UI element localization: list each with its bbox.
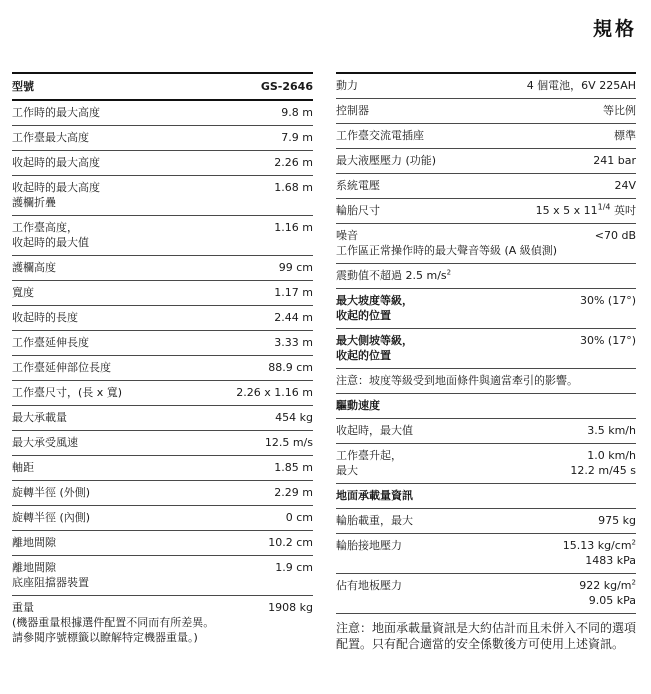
spec-row xyxy=(12,456,313,481)
spec-label: 系統電壓 xyxy=(336,179,380,192)
spec-label: 佔有地板壓力 xyxy=(336,579,402,592)
spec-label xyxy=(12,220,268,250)
spec-value: 1.17 m xyxy=(274,286,313,299)
spec-label-line: 工作區正常操作時的最大聲音等級 (A 級偵測) xyxy=(336,244,558,257)
spec-value: 99 cm xyxy=(278,261,313,274)
spec-label: 工作臺延伸部位長度 xyxy=(12,361,111,374)
spec-value: 3.5 km/h xyxy=(587,424,636,437)
spec-label: 工作臺延伸長度 xyxy=(12,336,89,349)
weight-note-line: 請參閱序號標籤以瞭解特定機器重量。) xyxy=(12,631,198,644)
contact-pressure-row xyxy=(336,534,636,574)
spec-label: 工作臺交流電插座 xyxy=(336,129,424,142)
spec-label: 工作臺尺寸，(長 x 寬) xyxy=(12,386,123,399)
spec-row xyxy=(12,381,313,406)
spec-value-line: 1.0 km/h xyxy=(587,449,636,462)
spec-row xyxy=(12,256,313,281)
spec-value: <70 dB xyxy=(594,229,636,242)
page-title: 規格 xyxy=(592,18,637,40)
spec-label-line: 工作臺升起， xyxy=(336,449,402,462)
model-value: GS-2646 xyxy=(260,80,313,93)
tire-size-row xyxy=(336,199,636,224)
vibration-sup: 2 xyxy=(446,268,452,277)
spec-label: 工作時的最大高度 xyxy=(12,106,100,119)
section-heading: 驅動速度 xyxy=(336,399,380,412)
spec-label: 輪胎尺寸 xyxy=(336,204,380,217)
spec-label: 旋轉半徑 (內側) xyxy=(12,511,91,524)
spec-label-line: 最大 xyxy=(336,464,358,477)
spec-value xyxy=(573,578,636,608)
power-row xyxy=(336,72,636,99)
pressure-main: 922 kg/m xyxy=(579,579,632,592)
spec-value: 88.9 cm xyxy=(268,361,313,374)
spec-value xyxy=(530,203,636,218)
spec-label xyxy=(336,228,589,258)
floor-loading-header xyxy=(336,484,636,509)
spec-label: 收起時的長度 xyxy=(12,311,78,324)
spec-row xyxy=(12,531,313,556)
pressure-main: 15.13 kg/cm xyxy=(562,539,632,552)
weight-label xyxy=(12,600,262,645)
tire-size-main: 15 x 5 x 11 xyxy=(535,204,598,217)
spec-label-line: 噪音 xyxy=(336,229,358,242)
spec-row xyxy=(12,431,313,456)
spec-label xyxy=(336,448,564,478)
spec-label: 收起時，最大值 xyxy=(336,424,413,437)
spec-label-line: 最大側坡等級， xyxy=(336,334,413,347)
spec-value: 4 個電池，6V 225AH xyxy=(526,79,636,92)
spec-value xyxy=(557,538,636,568)
pressure-sup: 2 xyxy=(631,538,636,547)
spec-label-line: 底座阻擋器裝置 xyxy=(12,576,89,589)
spec-label: 收起時的最大高度 xyxy=(12,156,100,169)
spec-row xyxy=(12,101,313,126)
spec-label: 控制器 xyxy=(336,104,369,117)
floor-loading-note: 注意：地面承載量資訊是大約估計而且未併入不同的選項配置。只有配合適當的安全係數後方可使用上述資訊。 xyxy=(336,621,637,651)
spec-label xyxy=(336,268,636,283)
spec-value: 等比例 xyxy=(603,104,636,117)
spec-value: 30% (17°) xyxy=(579,294,636,307)
pressure-sup: 2 xyxy=(631,578,636,587)
spec-value: 10.2 cm xyxy=(268,536,313,549)
spec-value-line: 1483 kPa xyxy=(585,554,636,567)
right-spec-table xyxy=(336,72,636,652)
noise-row xyxy=(336,224,636,264)
spec-label: 輪胎接地壓力 xyxy=(336,539,402,552)
tire-size-fraction: 1/4 xyxy=(597,202,611,212)
section-heading: 地面承載量資訊 xyxy=(336,489,413,502)
spec-value: 2.26 m xyxy=(274,156,313,169)
weight-value: 1908 kg xyxy=(268,601,313,614)
spec-value: 2.26 x 1.16 m xyxy=(236,386,313,399)
spec-value xyxy=(564,448,636,478)
spec-label: 輪胎載重，最大 xyxy=(336,514,413,527)
stowed-speed-row xyxy=(336,419,636,444)
spec-label: 最大承受風速 xyxy=(12,436,78,449)
spec-row xyxy=(12,406,313,431)
spec-row xyxy=(12,356,313,381)
spec-label: 動力 xyxy=(336,79,358,92)
weight-label-line: 重量 xyxy=(12,601,34,614)
spec-row xyxy=(12,281,313,306)
spec-label-line: 工作臺高度， xyxy=(12,221,78,234)
spec-label-line: 收起時的最大值 xyxy=(12,236,89,249)
spec-label: 寬度 xyxy=(12,286,34,299)
weight-row xyxy=(12,596,313,650)
weight-note-line: (機器重量根據選件配置不同而有所差異。 xyxy=(12,616,215,629)
spec-label xyxy=(336,293,574,323)
side-slope-row xyxy=(336,329,636,369)
spec-value-line xyxy=(579,578,636,593)
spec-value: 2.44 m xyxy=(274,311,313,324)
spec-value: 1.16 m xyxy=(274,221,313,234)
controls-row xyxy=(336,99,636,124)
spec-value-line: 9.05 kPa xyxy=(588,594,636,607)
spec-value: 30% (17°) xyxy=(579,334,636,347)
ac-outlet-row xyxy=(336,124,636,149)
spec-label: 工作臺最大高度 xyxy=(12,131,89,144)
spec-value: 454 kg xyxy=(275,411,313,424)
tire-load-row xyxy=(336,509,636,534)
spec-label-line: 離地間隙 xyxy=(12,561,56,574)
spec-value: 1.85 m xyxy=(274,461,313,474)
spec-row xyxy=(12,556,313,596)
spec-value-line xyxy=(563,538,636,553)
raised-speed-row xyxy=(336,444,636,484)
tire-size-unit: 英吋 xyxy=(610,204,636,217)
spec-row xyxy=(12,216,313,256)
spec-value: 12.5 m/s xyxy=(264,436,313,449)
spec-row xyxy=(12,481,313,506)
spec-label: 最大液壓壓力 (功能) xyxy=(336,154,437,167)
spec-label: 離地間隙 xyxy=(12,536,56,549)
spec-value: 241 bar xyxy=(593,154,636,167)
spec-label: 護欄高度 xyxy=(12,261,56,274)
spec-row xyxy=(12,506,313,531)
vibration-text: 震動值不超過 2.5 m/s xyxy=(336,269,447,282)
spec-row xyxy=(12,126,313,151)
spec-label xyxy=(12,180,268,210)
spec-value: 24V xyxy=(614,179,636,192)
spec-value: 0 cm xyxy=(285,511,313,524)
spec-value: 9.8 m xyxy=(281,106,313,119)
model-header-row xyxy=(12,72,313,101)
spec-label-line: 收起時的最大高度 xyxy=(12,181,100,194)
spec-label: 最大承載量 xyxy=(12,411,67,424)
spec-label-line: 收起的位置 xyxy=(336,349,391,362)
voltage-row xyxy=(336,174,636,199)
spec-label-line: 收起的位置 xyxy=(336,309,391,322)
spec-value-line: 12.2 m/45 s xyxy=(570,464,636,477)
slope-note: 注意：坡度等級受到地面條件與適當牽引的影響。 xyxy=(336,369,636,394)
spec-label-line: 護欄折疊 xyxy=(12,196,56,209)
spec-value: 2.29 m xyxy=(274,486,313,499)
spec-value: 1.9 cm xyxy=(275,561,313,574)
model-label: 型號 xyxy=(12,80,34,93)
spec-value: 標準 xyxy=(614,129,636,142)
spec-label: 旋轉半徑 (外側) xyxy=(12,486,91,499)
spec-value: 1.68 m xyxy=(274,181,313,194)
spec-value: 975 kg xyxy=(598,514,636,527)
spec-row xyxy=(12,176,313,216)
hydraulic-row xyxy=(336,149,636,174)
spec-row xyxy=(12,151,313,176)
vibration-row xyxy=(336,264,636,289)
slope-row xyxy=(336,289,636,329)
spec-row xyxy=(12,306,313,331)
spec-value: 7.9 m xyxy=(281,131,313,144)
spec-label-line: 最大坡度等級， xyxy=(336,294,413,307)
spec-value: 3.33 m xyxy=(274,336,313,349)
spec-label xyxy=(12,560,269,590)
spec-label xyxy=(336,333,574,363)
floor-pressure-row xyxy=(336,574,636,614)
left-spec-table xyxy=(12,72,313,650)
spec-label: 軸距 xyxy=(12,461,34,474)
spec-row xyxy=(12,331,313,356)
drive-speed-header xyxy=(336,394,636,419)
